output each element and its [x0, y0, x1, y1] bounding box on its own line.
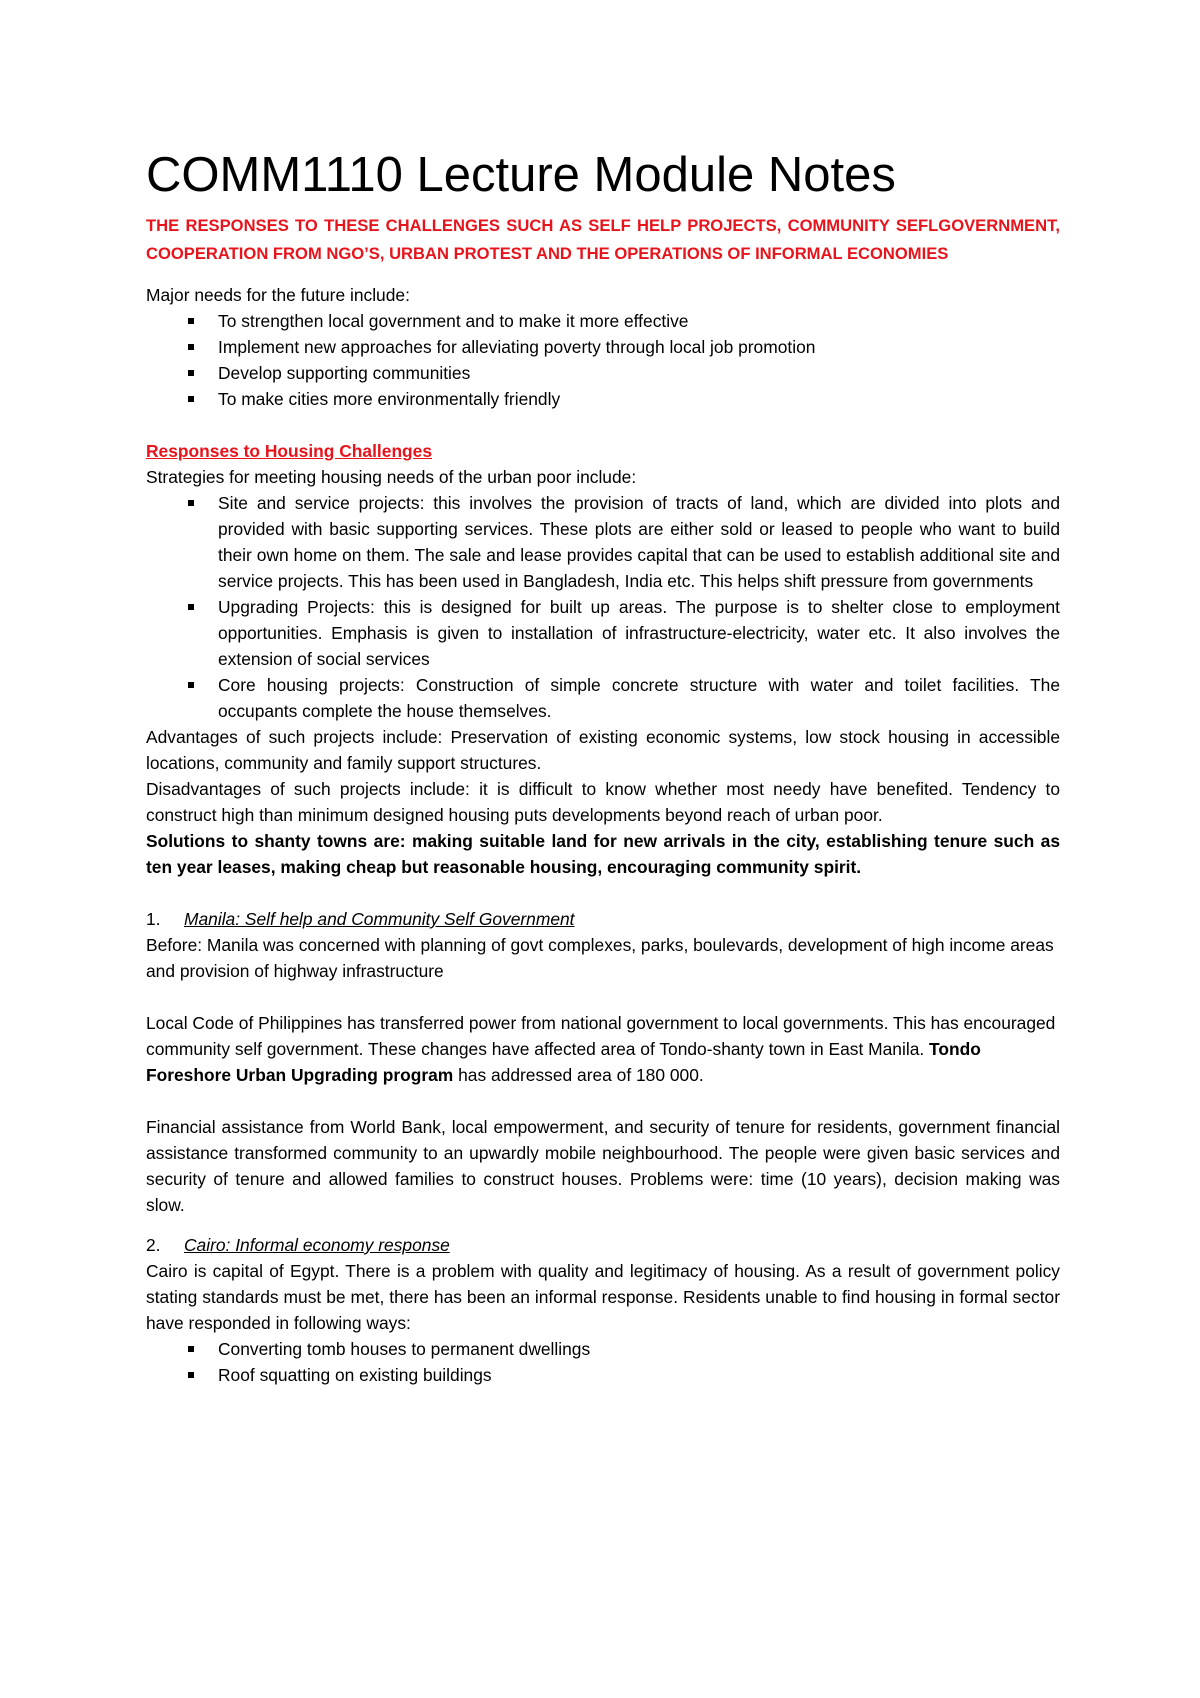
housing-heading: Responses to Housing Challenges — [146, 441, 433, 461]
list-item: To strengthen local government and to make it more effective — [218, 308, 1060, 334]
list-item: Roof squatting on existing buildings — [218, 1362, 1060, 1388]
manila-local-code: Local Code of Philippines has transferred power from national government to local governments. This has encouraged community self government. These changes have affected area of Tondo-shanty town in East Manila. Tondo Foreshore Urban Upgrading program has addressed area of 180 000. — [146, 1013, 1056, 1085]
cairo-heading: 2. Cairo: Informal economy response — [146, 1235, 450, 1255]
housing-intro: Strategies for meeting housing needs of the urban poor include: — [146, 467, 637, 487]
page-title: COMM1110 Lecture Module Notes — [146, 148, 896, 202]
document-body — [146, 144, 1060, 1388]
square-bullet-icon — [188, 318, 194, 324]
manila-heading: 1. Manila: Self help and Community Self Government — [146, 909, 575, 929]
solutions-paragraph: Solutions to shanty towns are: making suitable land for new arrivals in the city, establishing tenure such as ten year leases, making cheap but reasonable housing, encouraging community spirit. — [146, 831, 1060, 877]
section-heading-red: THE RESPONSES TO THESE CHALLENGES SUCH AS SELF HELP PROJECTS, COMMUNITY SEFLGOVERNMENT, COOPERATION FROM NGO’S, URBAN PROTEST AND THE OPERATIONS OF INFORMAL ECONOMIES — [146, 216, 1060, 263]
needs-list — [146, 308, 1060, 412]
disadvantages-paragraph: Disadvantages of such projects include: it is difficult to know whether most needy have benefited. Tendency to construct high than minimum designed housing puts developments beyond reach of urban poor. — [146, 779, 1060, 825]
square-bullet-icon — [188, 1346, 194, 1352]
list-item: To make cities more environmentally friendly — [218, 386, 1060, 412]
list-item: Site and service projects: this involves the provision of tracts of land, which are divided into plots and provided with basic supporting services. These plots are either sold or leased to people who want to build their own home on them. The sale and lease provides capital that can be used to establish additional site and service projects. This has been used in Bangladesh, India etc. This helps shift pressure from governments — [218, 490, 1060, 594]
needs-intro: Major needs for the future include: — [146, 285, 410, 305]
manila-before: Before: Manila was concerned with planning of govt complexes, parks, boulevards, development of high income areas and provision of highway infrastructure — [146, 935, 1054, 981]
square-bullet-icon — [188, 604, 194, 610]
list-item: Upgrading Projects: this is designed for built up areas. The purpose is to shelter close to employment opportunities. Emphasis is given to installation of infrastructure-electricity, water etc. It also involves the extension of social services — [218, 594, 1060, 672]
list-item: Core housing projects: Construction of simple concrete structure with water and toilet facilities. The occupants complete the house themselves. — [218, 672, 1060, 724]
square-bullet-icon — [188, 682, 194, 688]
square-bullet-icon — [188, 344, 194, 350]
list-item: Develop supporting communities — [218, 360, 1060, 386]
manila-financial: Financial assistance from World Bank, local empowerment, and security of tenure for residents, government financial assistance transformed community to an upwardly mobile neighbourhood. The people were given basic services and security of tenure and allowed families to construct houses. Problems were: time (10 years), decision making was slow. — [146, 1117, 1060, 1215]
square-bullet-icon — [188, 500, 194, 506]
cairo-paragraph: Cairo is capital of Egypt. There is a problem with quality and legitimacy of housing. As a result of government policy stating standards must be met, there has been an informal response. Residents unable to find housing in formal sector have responded in following ways: — [146, 1261, 1060, 1333]
list-item: Implement new approaches for alleviating poverty through local job promotion — [218, 334, 1060, 360]
cairo-responses-list — [146, 1336, 1060, 1388]
list-item: Converting tomb houses to permanent dwellings — [218, 1336, 1060, 1362]
strategies-list — [146, 490, 1060, 724]
square-bullet-icon — [188, 370, 194, 376]
square-bullet-icon — [188, 1372, 194, 1378]
advantages-paragraph: Advantages of such projects include: Preservation of existing economic systems, low stock housing in accessible locations, community and family support structures. — [146, 727, 1060, 773]
square-bullet-icon — [188, 396, 194, 402]
